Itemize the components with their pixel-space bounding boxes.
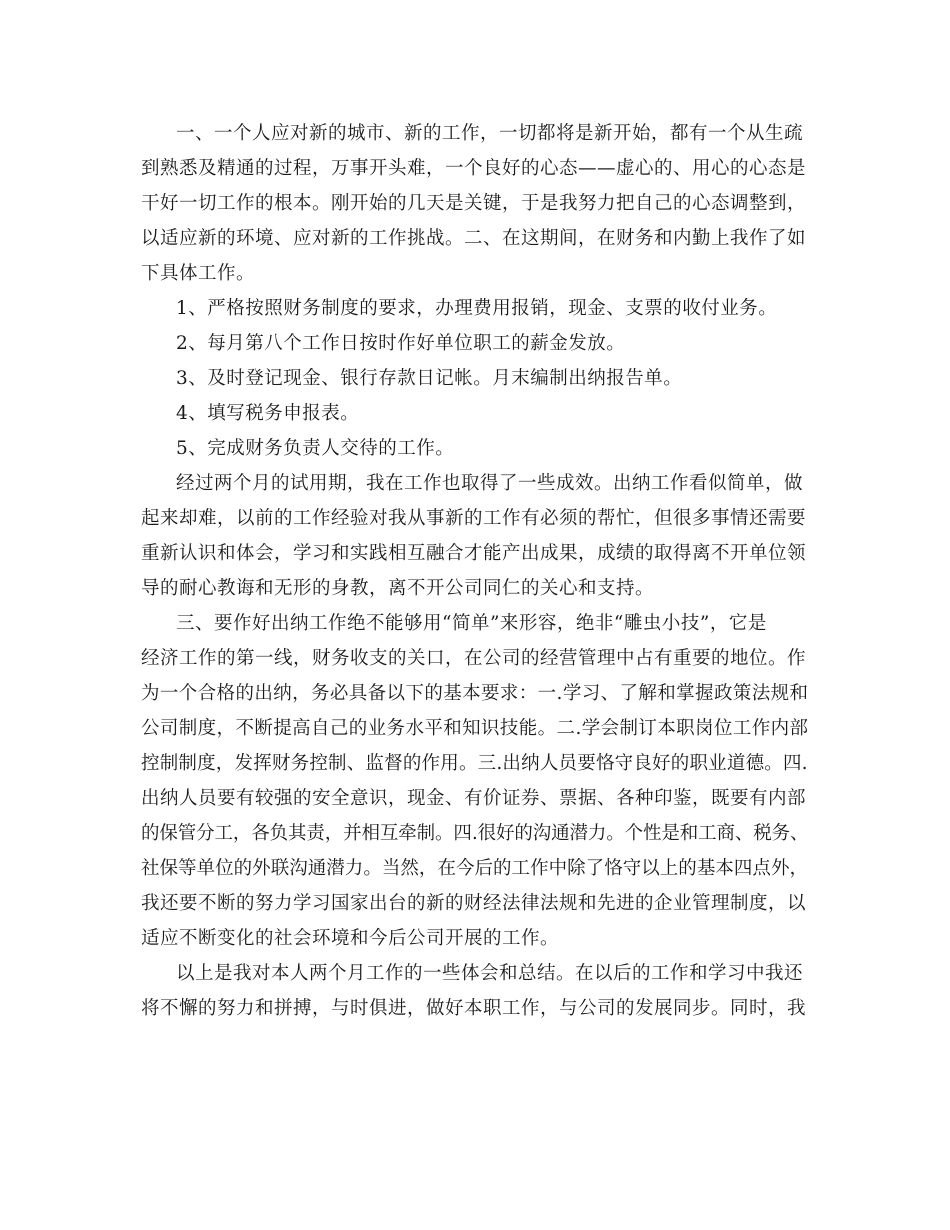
text-line: 一、一个人应对新的城市、新的工作，一切都将是新开始，都有一个从生疏 [176,123,804,144]
text-line: 起来却难，以前的工作经验对我从事新的工作有必须的帮忙，但很多事情还需要 [141,508,807,529]
text-line: 我还要不断的努力学习国家出台的新的财经法律法规和先进的企业管理制度，以 [141,893,807,914]
text-line: 将不懈的努力和拼搏，与时俱进，做好本职工作，与公司的发展同步。同时，我 [141,998,807,1019]
text-line: 适应不断变化的社会环境和今后公司开展的工作。 [141,928,560,949]
list-item: 1、严格按照财务制度的要求，办理费用报销，现金、支票的收付业务。 [176,298,778,319]
text-line: 出纳人员要有较强的安全意识，现金、有价证券、票据、各种印鉴，既要有内部 [141,788,807,809]
text-line: 控制制度，发挥财务控制、监督的作用。三.出纳人员要恪守良好的职业道德。四. [141,753,808,774]
text-line: 重新认识和体会，学习和实践相互融合才能产出成果，成绩的取得离不开单位领 [141,543,807,564]
text-line: 到熟悉及精通的过程，万事开头难，一个良好的心态——虚心的、用心的心态是 [141,158,807,179]
text-line: 干好一切工作的根本。刚开始的几天是关键，于是我努力把自己的心态调整到， [141,193,807,214]
text-line: 导的耐心教诲和无形的身教，离不开公司同仁的关心和支持。 [141,578,655,599]
text-line: 以上是我对本人两个月工作的一些体会和总结。在以后的工作和学习中我还 [176,963,804,984]
text-line: 社保等单位的外联沟通潜力。当然，在今后的工作中除了恪守以上的基本四点外， [141,858,809,879]
text-line: 三、要作好出纳工作绝不能够用“简单”来形容，绝非“雕虫小技”，它是 [176,613,767,634]
list-item: 3、及时登记现金、银行存款日记帐。月末编制出纳报告单。 [176,368,683,389]
text-line: 经过两个月的试用期，我在工作也取得了一些成效。出纳工作看似简单，做 [176,473,804,494]
text-line: 为一个合格的出纳，务必具备以下的基本要求：一.学习、了解和掌握政策法规和 [141,683,809,704]
text-line: 公司制度，不断提高自己的业务水平和知识技能。二.学会制订本职岗位工作内部 [141,718,809,739]
list-item: 2、每月第八个工作日按时作好单位职工的薪金发放。 [176,333,626,354]
text-line: 下具体工作。 [141,263,256,284]
list-item: 5、完成财务负责人交待的工作。 [176,438,455,459]
text-line: 经济工作的第一线，财务收支的关口，在公司的经营管理中占有重要的地位。作 [141,648,807,669]
text-line: 的保管分工，各负其责，并相互牵制。四.很好的沟通潜力。个性是和工商、税务、 [141,823,809,844]
text-line: 以适应新的环境、应对新的工作挑战。二、在这期间，在财务和内勤上我作了如 [141,228,807,249]
list-item: 4、填写税务申报表。 [176,403,360,424]
